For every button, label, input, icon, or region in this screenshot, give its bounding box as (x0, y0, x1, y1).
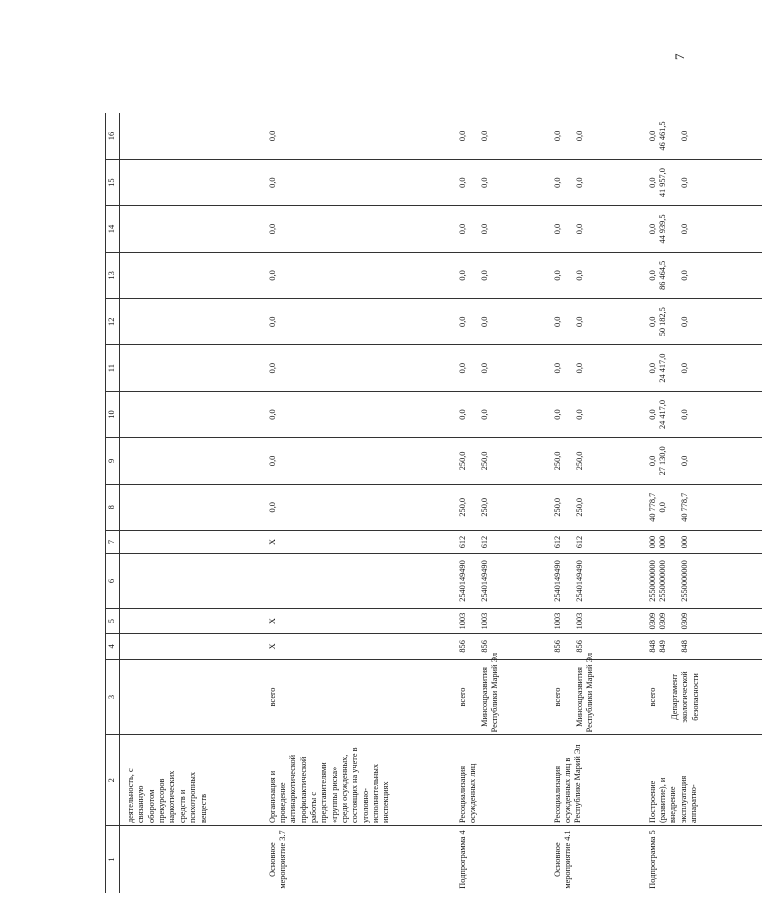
program-cell (452, 826, 547, 893)
data-cell (547, 113, 642, 159)
description-line: наркотических (167, 770, 177, 824)
executor-line: Республики Марий Эл (490, 653, 500, 733)
amount-value: 0,0 (552, 316, 562, 327)
data-cell (452, 299, 547, 345)
table-row (547, 113, 642, 893)
data-cell (547, 391, 642, 437)
code-value: 848 849 (647, 640, 667, 653)
data-cell (120, 252, 262, 298)
amount-value: 0,0 (680, 270, 690, 281)
description-line: Ресоциализация (457, 765, 467, 824)
code-value: 1003 (574, 612, 584, 630)
code-value: 2550000000 (680, 560, 690, 602)
amount-value: 0,0 (552, 223, 562, 235)
column-number: 11 (106, 345, 120, 391)
description-line: профилактической (298, 756, 308, 824)
data-cell (642, 659, 762, 735)
amount-value: 0,0 (267, 502, 277, 513)
amount-value: 0,0 24 417,0 (647, 353, 667, 383)
amount-value: 0,0 (457, 177, 467, 188)
code-value: 000 (680, 535, 690, 549)
code-value: 2550000000 2550000000 (647, 560, 667, 602)
data-cell (262, 438, 452, 484)
executor-line: Минсоцразвития (479, 667, 489, 727)
description-line: деятельность, с (126, 768, 135, 824)
data-cell (120, 159, 262, 205)
amount-value: 250,0 (552, 497, 562, 517)
amount-value: 0,0 (267, 130, 277, 142)
executor-label (670, 662, 701, 733)
program-cell (120, 826, 262, 893)
executor-line: всего (552, 687, 562, 707)
amount-value: 0,0 (267, 177, 277, 188)
rotated-table-container (105, 113, 700, 893)
amount-value: 0,0 24 417,0 (647, 399, 667, 430)
data-cell (642, 608, 762, 633)
amount-value: 0,0 (680, 130, 690, 142)
data-cell (547, 554, 642, 609)
column-number: 4 (106, 634, 120, 659)
code-value: 0309 0309 (647, 612, 667, 630)
data-cell (120, 299, 262, 345)
amount-value: 0,0 86 464,5 (647, 260, 667, 290)
executor-line: Минсоцразвития (574, 667, 584, 727)
description-line: исполнительных (371, 764, 381, 824)
code-value: 856 (479, 640, 489, 653)
amount-value: 0,0 (267, 223, 277, 235)
column-number: 3 (106, 659, 120, 735)
data-cell (452, 634, 547, 659)
program-label: Подпрограмма 5 (647, 830, 657, 889)
amount-value: 0,0 (574, 130, 584, 142)
data-cell (452, 206, 547, 252)
code-value: 1003 (457, 612, 467, 630)
amount-value: 0,0 (267, 316, 277, 327)
amount-value: 0,0 (680, 362, 690, 374)
data-cell (452, 484, 547, 530)
description-line: связанную (136, 785, 146, 824)
description-line: внедрение (668, 786, 678, 824)
description-cell (120, 735, 262, 826)
data-cell (452, 608, 547, 633)
executor-line: всего (267, 687, 277, 707)
data-cell (452, 438, 547, 484)
amount-value: 0,0 (457, 130, 467, 142)
amount-value: 0,0 (574, 270, 584, 281)
description-line: психотропных (188, 771, 198, 824)
data-cell (120, 530, 262, 553)
amount-value: 0,0 (574, 316, 584, 327)
code-value: 0309 (680, 612, 690, 630)
description-line: аппаратно- (688, 784, 698, 824)
description-line: средств и (177, 789, 187, 824)
code-value: Х (267, 539, 277, 546)
amount-value: 0,0 (457, 223, 467, 235)
executor-line: экологической (680, 671, 690, 723)
data-cell (262, 659, 452, 735)
program-label: Основное (267, 842, 277, 877)
data-cell (120, 345, 262, 391)
data-cell (262, 299, 452, 345)
amount-value: 0,0 (552, 270, 562, 281)
data-cell (642, 345, 762, 391)
description-line: состоящих на учете в (350, 747, 360, 824)
data-cell (262, 391, 452, 437)
executor-label (268, 662, 278, 733)
data-cell (262, 252, 452, 298)
data-cell (262, 113, 452, 159)
data-cell (452, 159, 547, 205)
amount-value: 0,0 (680, 223, 690, 235)
data-cell (642, 484, 762, 530)
amount-value: 250,0 (479, 451, 489, 471)
description-line: веществ (198, 793, 208, 824)
amount-value: 0,0 (680, 409, 690, 420)
data-cell (452, 530, 547, 553)
code-value: 612 (574, 535, 584, 549)
code-value: 1003 (552, 612, 562, 630)
column-number: 14 (106, 206, 120, 252)
data-cell (262, 345, 452, 391)
data-cell (120, 391, 262, 437)
data-cell (120, 659, 262, 735)
data-cell (262, 530, 452, 553)
amount-value: 0,0 (574, 409, 584, 420)
data-cell (547, 299, 642, 345)
amount-value: 0,0 (457, 316, 467, 327)
data-cell (452, 554, 547, 609)
amount-value: 0,0 (574, 177, 584, 188)
amount-value: 0,0 (479, 177, 489, 188)
data-cell (547, 438, 642, 484)
code-value: Х (267, 643, 277, 650)
code-value: 856 (574, 640, 584, 653)
description-line: среди осужденных, (340, 754, 350, 824)
column-number: 9 (106, 438, 120, 484)
data-cell (262, 608, 452, 633)
description-line: представителями (319, 762, 329, 824)
amount-value: 250,0 (457, 497, 467, 517)
data-cell (642, 438, 762, 484)
table-row (452, 113, 547, 893)
amount-value: 250,0 (457, 451, 467, 471)
description-line: «группы риска» (329, 766, 339, 824)
executor-label (553, 662, 563, 733)
program-cell (547, 826, 642, 893)
data-cell (642, 554, 762, 609)
amount-value: 0,0 (479, 316, 489, 327)
description-line: осужденных лиц в (562, 757, 572, 824)
data-cell (452, 113, 547, 159)
data-cell (262, 634, 452, 659)
data-cell (547, 206, 642, 252)
data-cell (262, 159, 452, 205)
description-line: (развитие), и (657, 777, 667, 824)
table-row (642, 113, 762, 893)
executor-label (648, 662, 658, 733)
executor-line: Департамент (669, 673, 679, 720)
amount-value: 250,0 (574, 451, 584, 471)
amount-value: 0,0 (680, 316, 690, 327)
column-number: 8 (106, 484, 120, 530)
description-line: проведение (277, 782, 287, 824)
data-cell (547, 608, 642, 633)
data-cell (547, 634, 642, 659)
program-cell (642, 826, 762, 893)
column-number: 15 (106, 159, 120, 205)
amount-value: 0,0 (267, 270, 277, 281)
description-cell (547, 735, 642, 826)
data-cell (642, 391, 762, 437)
code-value: 000 000 (647, 535, 667, 549)
code-value: 612 (479, 535, 489, 549)
column-number: 1 (106, 826, 120, 893)
amount-value: 0,0 (680, 455, 690, 467)
executor-line: всего (457, 687, 467, 707)
code-value: 612 (552, 535, 562, 549)
data-cell (547, 653, 642, 735)
description-line: Построение (647, 780, 657, 824)
description-line: уголовно- (360, 788, 370, 824)
description-line: Республике Марий Эл (573, 744, 583, 824)
program-label: мероприятие 3.7 (277, 830, 287, 889)
description-line: работы с (308, 791, 318, 824)
description-cell (642, 735, 762, 826)
amount-value: 0,0 46 461,5 (647, 121, 667, 151)
page-number: 7 (672, 53, 687, 60)
code-value: 1003 (479, 612, 489, 630)
data-cell (262, 554, 452, 609)
description-line: инспекциях (381, 781, 391, 824)
executor-line: Республики Марий Эл (585, 653, 595, 733)
data-cell (642, 634, 762, 659)
executor-label (479, 653, 501, 733)
amount-value: 0,0 (479, 270, 489, 281)
amount-value: 0,0 (479, 130, 489, 142)
column-number-row (106, 113, 120, 893)
data-cell (262, 206, 452, 252)
data-cell (120, 113, 262, 159)
amount-value: 40 778,7 0,0 (647, 492, 667, 522)
data-cell (642, 159, 762, 205)
data-cell (452, 653, 547, 735)
data-cell (120, 634, 262, 659)
amount-value: 40 778,7 (680, 492, 690, 522)
data-cell (547, 345, 642, 391)
column-number: 13 (106, 252, 120, 298)
amount-value: 250,0 (479, 497, 489, 517)
description-line: Ресоциализация (552, 765, 562, 824)
program-label: Основное (552, 842, 562, 877)
amount-value: 0,0 (552, 409, 562, 420)
amount-value: 0,0 (552, 130, 562, 142)
column-number: 10 (106, 391, 120, 437)
data-cell (642, 206, 762, 252)
description-line: осужденных лиц (467, 763, 477, 824)
code-value: 612 (457, 535, 467, 549)
amount-value: 0,0 (457, 362, 467, 374)
amount-value: 0,0 44 939,5 (647, 214, 667, 244)
description-cell (452, 735, 547, 826)
amount-value: 0,0 (267, 409, 277, 420)
data-cell (452, 345, 547, 391)
description-line: прекурсоров (157, 778, 167, 824)
amount-value: 0,0 41 957,0 (647, 168, 667, 198)
budget-table (105, 113, 762, 893)
amount-value: 0,0 (479, 409, 489, 420)
amount-value: 0,0 (267, 362, 277, 374)
executor-line: безопасности (690, 673, 700, 721)
code-value: 856 (552, 640, 562, 653)
executor-line: всего (647, 687, 657, 707)
data-cell (642, 299, 762, 345)
amount-value: 0,0 (574, 223, 584, 235)
amount-value: 0,0 27 130,0 (647, 446, 667, 476)
executor-label (574, 653, 596, 733)
description-line: антинаркотической (288, 754, 298, 824)
code-value: 2540149490 (457, 560, 467, 602)
program-label: мероприятие 4.1 (562, 830, 572, 889)
amount-value: 250,0 (552, 451, 562, 471)
amount-value: 0,0 (457, 409, 467, 420)
program-label: Подпрограмма 4 (457, 830, 467, 889)
amount-value: 0,0 (574, 362, 584, 374)
table-row (262, 113, 452, 893)
data-cell (642, 252, 762, 298)
amount-value: 0,0 (267, 455, 277, 467)
column-number: 7 (106, 530, 120, 553)
column-number: 12 (106, 299, 120, 345)
program-cell (262, 826, 452, 893)
data-cell (120, 554, 262, 609)
data-cell (642, 530, 762, 553)
description-cell (262, 735, 452, 826)
code-value: 2540149490 (552, 560, 562, 602)
code-value: 848 (680, 640, 690, 653)
data-cell (547, 530, 642, 553)
code-value: 2540149490 (574, 560, 584, 602)
table-row (120, 113, 262, 893)
data-cell (452, 391, 547, 437)
data-cell (547, 159, 642, 205)
code-value: 2540149490 (479, 560, 489, 602)
data-cell (452, 252, 547, 298)
data-cell (262, 484, 452, 530)
amount-value: 0,0 50 182,5 (647, 307, 667, 337)
column-number: 5 (106, 608, 120, 633)
data-cell (120, 206, 262, 252)
column-number: 16 (106, 113, 120, 159)
executor-label (458, 662, 468, 733)
column-number: 2 (106, 735, 120, 826)
amount-value: 0,0 (552, 177, 562, 188)
amount-value: 0,0 (680, 177, 690, 188)
code-value: Х (267, 618, 277, 625)
data-cell (547, 484, 642, 530)
data-cell (120, 608, 262, 633)
data-cell (120, 484, 262, 530)
description-line: эксплуатация (678, 775, 688, 824)
data-cell (547, 252, 642, 298)
description-line: оборотом (146, 789, 156, 824)
data-cell (642, 113, 762, 159)
code-value: 856 (457, 640, 467, 653)
amount-value: 0,0 (479, 362, 489, 374)
amount-value: 0,0 (457, 270, 467, 281)
description-line: Организация и (267, 770, 277, 824)
amount-value: 0,0 (552, 362, 562, 374)
amount-value: 250,0 (574, 497, 584, 517)
data-cell (120, 438, 262, 484)
column-number: 6 (106, 554, 120, 609)
amount-value: 0,0 (479, 223, 489, 235)
